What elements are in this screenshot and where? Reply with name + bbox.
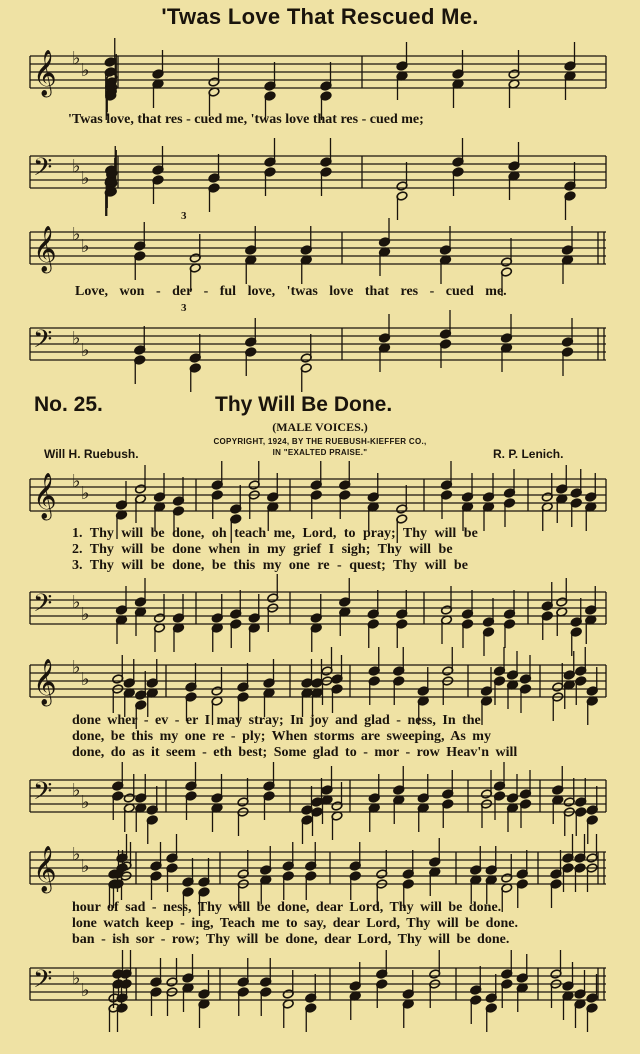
note-icon <box>508 171 520 200</box>
s2-verse-3: done, do as it seem - eth best; Some glad to - mor - row Heav'n will <box>72 745 518 760</box>
s3-verse-1: hour of sad - ness, Thy will be done, dear Lord, Thy will be done. <box>72 900 502 915</box>
note-icon <box>305 842 317 871</box>
note-icon <box>442 799 454 828</box>
note-icon <box>189 334 201 363</box>
note-icon <box>245 347 257 376</box>
hymn1-sys1-bass <box>30 138 606 220</box>
note-icon <box>376 979 388 1008</box>
note-icon <box>198 999 210 1028</box>
hymn2-sys2-bass <box>30 762 606 844</box>
note-icon <box>393 676 405 705</box>
note-icon <box>185 791 197 820</box>
note-icon <box>570 469 582 498</box>
flat-icon: ♭ <box>81 669 90 690</box>
flat-icon: ♭ <box>81 980 90 1001</box>
note-icon <box>230 485 242 514</box>
note-icon <box>310 623 322 652</box>
note-icon <box>339 461 351 490</box>
note-icon <box>146 815 158 844</box>
hymn1-sys1-treble <box>30 38 606 120</box>
note-icon <box>230 619 242 648</box>
note-icon <box>516 983 528 1012</box>
note-icon <box>516 879 528 908</box>
flat-icon: ♭ <box>72 471 81 492</box>
treble-clef-icon: 𝄞 <box>33 226 57 272</box>
note-icon <box>331 684 343 713</box>
note-icon <box>552 692 564 721</box>
flat-icon: ♭ <box>72 657 81 678</box>
note-icon <box>300 334 312 363</box>
note-icon <box>134 251 146 280</box>
note-icon <box>396 162 408 191</box>
note-icon <box>305 974 317 1003</box>
note-icon <box>300 363 312 392</box>
note-icon <box>305 1003 317 1032</box>
note-icon <box>563 680 575 709</box>
note-icon <box>481 799 493 828</box>
note-icon <box>134 326 146 355</box>
note-icon <box>441 490 453 519</box>
note-icon <box>575 778 587 807</box>
note-icon <box>245 255 257 284</box>
note-icon <box>320 62 332 91</box>
note-icon <box>230 590 242 619</box>
note-icon <box>501 979 513 1008</box>
note-icon <box>134 222 146 251</box>
note-icon <box>173 623 185 652</box>
note-icon <box>562 347 574 376</box>
note-icon <box>331 655 343 684</box>
hymn-number: No. 25. <box>34 393 103 416</box>
note-icon <box>541 582 553 611</box>
treble-clef-icon: 𝄞 <box>33 659 57 705</box>
note-icon <box>485 974 497 1003</box>
flat-icon: ♭ <box>72 780 81 801</box>
note-icon <box>135 607 147 636</box>
note-icon <box>211 803 223 832</box>
note-icon <box>321 676 333 705</box>
note-icon <box>248 490 260 519</box>
note-icon <box>520 770 532 799</box>
note-icon <box>575 807 587 836</box>
flat-icon: ♭ <box>81 483 90 504</box>
note-icon <box>541 502 553 531</box>
note-icon <box>301 786 313 815</box>
note-icon <box>541 611 553 640</box>
note-icon <box>264 167 276 196</box>
note-icon <box>282 999 294 1028</box>
treble-clef-icon: 𝄞 <box>33 846 57 892</box>
note-icon <box>123 803 135 832</box>
note-icon <box>150 842 162 871</box>
note-icon <box>440 255 452 284</box>
note-icon <box>282 842 294 871</box>
note-icon <box>376 850 388 879</box>
note-icon <box>564 162 576 191</box>
note-icon <box>429 950 441 979</box>
note-icon <box>516 850 528 879</box>
note-icon <box>264 62 276 91</box>
note-icon <box>396 191 408 220</box>
note-icon <box>166 834 178 863</box>
flat-icon: ♭ <box>81 340 90 361</box>
note-icon <box>462 590 474 619</box>
note-icon <box>198 858 210 887</box>
note-icon <box>208 183 220 212</box>
note-icon <box>367 590 379 619</box>
bass-clef-icon: 𝄢 <box>33 965 53 1000</box>
note-icon <box>501 343 513 372</box>
note-icon <box>263 791 275 820</box>
bass-clef-icon: 𝄢 <box>33 325 53 360</box>
note-icon <box>263 762 275 791</box>
note-icon <box>550 979 562 1008</box>
note-icon <box>494 791 506 820</box>
note-icon <box>305 871 317 900</box>
flat-icon: ♭ <box>72 156 81 177</box>
note-icon <box>104 38 116 67</box>
note-icon <box>550 950 562 979</box>
treble-clef-icon: 𝄞 <box>33 473 57 519</box>
note-icon <box>550 879 562 908</box>
note-icon <box>507 680 519 709</box>
triplet-mark: 3 <box>181 210 187 222</box>
s3-verse-3: ban - ish sor - row; Thy will be done, dear Lord, Thy will be done. <box>72 932 510 947</box>
note-icon <box>562 255 574 284</box>
note-icon <box>311 778 323 807</box>
note-icon <box>504 590 516 619</box>
lyricist: Will H. Ruebush. <box>44 447 139 461</box>
note-icon <box>211 623 223 652</box>
note-icon <box>585 615 597 644</box>
hymn2-sys3-bass <box>30 950 606 1032</box>
note-icon <box>520 655 532 684</box>
note-icon <box>301 815 313 844</box>
note-icon <box>154 623 166 652</box>
note-icon <box>562 863 574 892</box>
note-icon <box>501 950 513 979</box>
note-icon <box>260 958 272 987</box>
note-icon <box>429 867 441 896</box>
note-icon <box>575 647 587 676</box>
note-icon <box>173 477 185 506</box>
note-icon <box>494 676 506 705</box>
s3-verse-2: lone watch keep - ing, Teach me to say, dear Lord, Thy will be done. <box>72 916 518 931</box>
note-icon <box>135 671 147 700</box>
s2-verse-1: done wher - ev - er I may stray; In joy and glad - ness, In the <box>72 713 481 728</box>
note-icon <box>440 310 452 339</box>
bass-clef-icon: 𝄢 <box>33 153 53 188</box>
note-icon <box>550 850 562 879</box>
note-icon <box>470 966 482 995</box>
note-icon <box>396 619 408 648</box>
note-icon <box>237 958 249 987</box>
note-icon <box>396 71 408 100</box>
note-icon <box>368 803 380 832</box>
note-icon <box>504 619 516 648</box>
note-icon <box>112 655 124 684</box>
note-icon <box>211 490 223 519</box>
note-icon <box>260 987 272 1016</box>
s1-verse-3: 3. Thy will be done, be this my one re - quest; Thy will be <box>72 558 468 573</box>
note-icon <box>379 343 391 372</box>
note-icon <box>320 167 332 196</box>
note-icon <box>441 461 453 490</box>
note-icon <box>237 987 249 1016</box>
note-icon <box>586 696 598 725</box>
flat-icon: ♭ <box>81 792 90 813</box>
note-icon <box>563 778 575 807</box>
note-icon <box>185 762 197 791</box>
hymn2-sys1-bass <box>30 574 606 656</box>
note-icon <box>152 146 164 175</box>
flat-icon: ♭ <box>72 968 81 989</box>
note-icon <box>321 795 333 824</box>
note-icon <box>402 999 414 1028</box>
note-icon <box>182 983 194 1012</box>
note-icon <box>310 461 322 490</box>
note-icon <box>570 598 582 627</box>
note-icon <box>349 842 361 871</box>
note-icon <box>585 502 597 531</box>
s2-verse-2: done, be this my one re - ply; When storms are sweeping, As my <box>72 729 491 744</box>
note-icon <box>586 863 598 892</box>
note-icon <box>237 778 249 807</box>
note-icon <box>349 991 361 1020</box>
note-icon <box>116 615 128 644</box>
copyright-line-2: IN "EXALTED PRAISE." <box>272 448 368 457</box>
note-icon <box>211 461 223 490</box>
note-icon <box>485 1003 497 1032</box>
note-icon <box>150 871 162 900</box>
note-icon <box>501 238 513 267</box>
flat-icon: ♭ <box>81 604 90 625</box>
note-icon <box>331 811 343 840</box>
note-icon <box>501 883 513 912</box>
note-icon <box>562 318 574 347</box>
note-icon <box>245 318 257 347</box>
note-icon <box>189 363 201 392</box>
note-icon <box>182 858 194 887</box>
hymn1-line2-lyrics: Love, won - der - ful love, 'twas love that res - cued me. <box>75 284 507 299</box>
note-icon <box>417 803 429 832</box>
note-icon <box>368 676 380 705</box>
note-icon <box>120 871 132 900</box>
s1-verse-1: 1. Thy will be done, oh teach me, Lord, to pray; Thy will be <box>72 526 478 541</box>
note-icon <box>470 995 482 1024</box>
note-icon <box>494 762 506 791</box>
note-icon <box>393 647 405 676</box>
note-icon <box>562 991 574 1020</box>
bass-clef-icon: 𝄢 <box>33 777 53 812</box>
note-icon <box>112 762 124 791</box>
note-icon <box>452 79 464 108</box>
note-icon <box>481 770 493 799</box>
note-icon <box>570 627 582 656</box>
flat-icon: ♭ <box>72 844 81 865</box>
note-icon <box>520 684 532 713</box>
note-icon <box>574 999 586 1028</box>
note-icon <box>504 469 516 498</box>
note-icon <box>112 684 124 713</box>
note-icon <box>481 696 493 725</box>
s1-verse-2: 2. Thy will be done when in my grief I sigh; Thy will be <box>72 542 453 557</box>
note-icon <box>552 795 564 824</box>
hymn1-sys2-bass <box>30 310 606 392</box>
triplet-mark-bass: 3 <box>181 302 187 314</box>
hymn-title-thy-will: Thy Will Be Done. <box>215 393 393 416</box>
note-icon <box>135 494 147 523</box>
note-icon <box>379 247 391 276</box>
note-icon <box>311 807 323 836</box>
composer: R. P. Lenich. <box>493 447 564 461</box>
flat-icon: ♭ <box>72 592 81 613</box>
note-icon <box>552 663 564 692</box>
note-icon <box>442 647 454 676</box>
flat-icon: ♭ <box>72 328 81 349</box>
note-icon <box>575 676 587 705</box>
note-icon <box>393 795 405 824</box>
flat-icon: ♭ <box>81 168 90 189</box>
note-icon <box>452 167 464 196</box>
note-icon <box>208 154 220 183</box>
note-icon <box>440 339 452 368</box>
flat-icon: ♭ <box>72 48 81 69</box>
hymn1-line1-lyrics: 'Twas love, that res - cued me, 'twas love that res - cued me; <box>68 112 424 127</box>
note-icon <box>556 607 568 636</box>
note-icon <box>442 676 454 705</box>
note-icon <box>116 834 128 863</box>
note-icon <box>452 138 464 167</box>
note-icon <box>152 175 164 204</box>
note-icon <box>586 786 598 815</box>
note-icon <box>507 803 519 832</box>
note-icon <box>586 1003 598 1032</box>
note-icon <box>564 71 576 100</box>
note-icon <box>339 490 351 519</box>
note-icon <box>556 494 568 523</box>
note-icon <box>574 834 586 863</box>
note-icon <box>508 79 520 108</box>
note-icon <box>166 863 178 892</box>
note-icon <box>321 647 333 676</box>
note-icon <box>564 191 576 220</box>
hymn-subtitle: (MALE VOICES.) <box>272 420 368 434</box>
note-icon <box>367 619 379 648</box>
note-icon <box>320 138 332 167</box>
note-icon <box>429 979 441 1008</box>
note-icon <box>146 786 158 815</box>
note-icon <box>442 770 454 799</box>
note-icon <box>570 498 582 527</box>
hymn-title-twas-love: 'Twas Love That Rescued Me. <box>161 4 479 29</box>
note-icon <box>135 803 147 832</box>
note-icon <box>402 850 414 879</box>
note-icon <box>267 603 279 632</box>
note-icon <box>112 791 124 820</box>
note-icon <box>368 647 380 676</box>
note-icon <box>166 958 178 987</box>
note-icon <box>150 958 162 987</box>
note-icon <box>264 138 276 167</box>
treble-clef-icon: 𝄞 <box>33 50 57 96</box>
note-icon <box>376 950 388 979</box>
note-icon <box>483 627 495 656</box>
note-icon <box>185 663 197 692</box>
note-icon <box>462 619 474 648</box>
note-icon <box>267 574 279 603</box>
flat-icon: ♭ <box>81 236 90 257</box>
note-icon <box>152 79 164 108</box>
note-icon <box>349 871 361 900</box>
note-icon <box>166 987 178 1016</box>
note-icon <box>120 950 132 979</box>
note-icon <box>574 863 586 892</box>
note-icon <box>339 607 351 636</box>
flat-icon: ♭ <box>72 224 81 245</box>
flat-icon: ♭ <box>81 60 90 81</box>
note-icon <box>483 502 495 531</box>
note-icon <box>282 871 294 900</box>
note-icon <box>562 834 574 863</box>
note-icon <box>494 647 506 676</box>
note-icon <box>441 615 453 644</box>
note-icon <box>237 807 249 836</box>
note-icon <box>563 807 575 836</box>
note-icon <box>248 461 260 490</box>
note-icon <box>396 485 408 514</box>
note-icon <box>586 974 598 1003</box>
note-icon <box>504 498 516 527</box>
note-icon <box>150 987 162 1016</box>
note-icon <box>237 850 249 879</box>
note-icon <box>396 590 408 619</box>
flat-icon: ♭ <box>81 856 90 877</box>
bass-clef-icon: 𝄢 <box>33 589 53 624</box>
note-icon <box>134 355 146 384</box>
note-icon <box>300 255 312 284</box>
note-icon <box>520 799 532 828</box>
note-icon <box>237 663 249 692</box>
note-icon <box>248 623 260 652</box>
note-icon <box>483 598 495 627</box>
note-icon <box>310 490 322 519</box>
copyright-line-1: COPYRIGHT, 1924, BY THE RUEBUSH-KIEFFER CO., <box>213 437 427 446</box>
